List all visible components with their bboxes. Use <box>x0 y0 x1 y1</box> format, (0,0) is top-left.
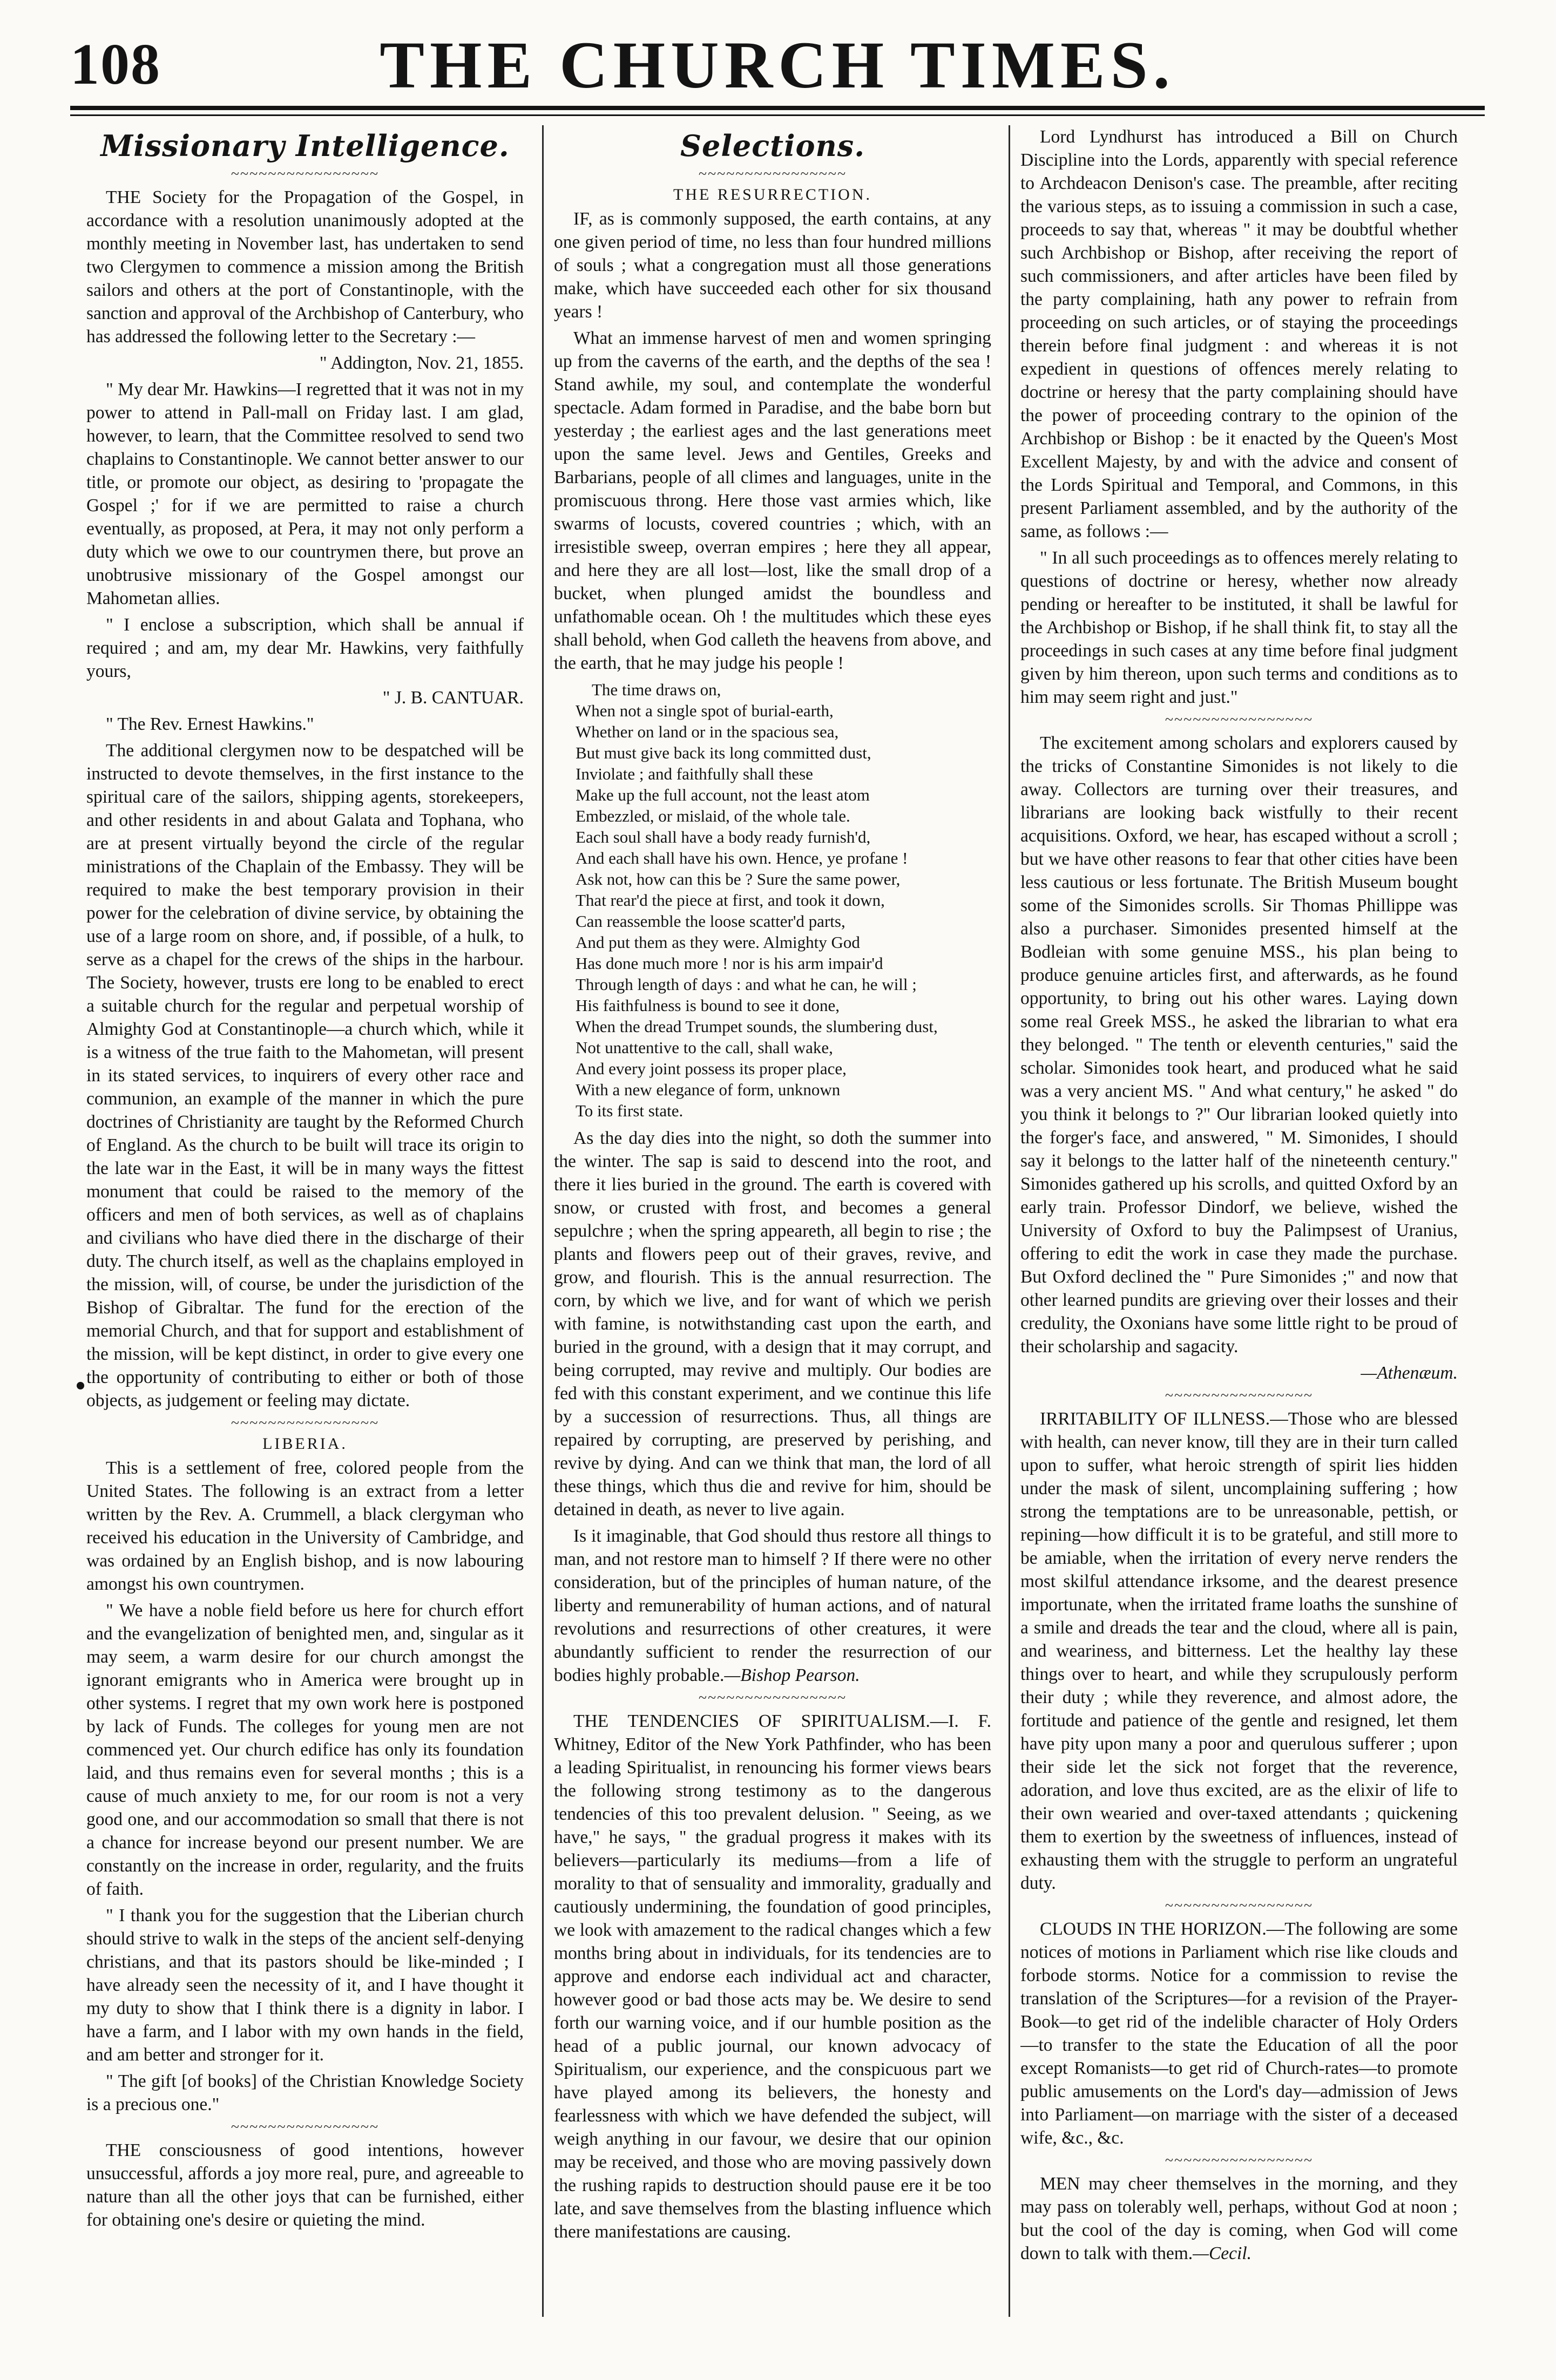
margin-dot <box>77 1382 84 1389</box>
poem-line: Can reassemble the loose scatter'd parts, <box>576 912 845 931</box>
article-paragraph <box>1020 1917 1458 2150</box>
poem-line: Embezzled, or mislaid, of the whole tale. <box>576 806 850 825</box>
article-title-liberia: LIBERIA. <box>262 1435 348 1453</box>
ornament-rule: ~~~~~~~~~~~~~~~~ <box>1165 2152 1314 2169</box>
attribution: —Bishop Pearson. <box>724 1665 860 1685</box>
article-paragraph: Lord Lyndhurst has introduced a Bill on Church Discipline into the Lords, apparently with special reference to Archdeacon Denison's case. The preamble, after reciting the various steps, as to issuing a commission in such a case, proceeds to say that, whereas " it may be doubtful whether such Archbishop or Bishop, after receiving the report of such commissioners, and after articles have been filed by the party complaining, hath any power to refrain from proceeding on such articles, or of staying the proceedings therein before final judgment : and whereas it is not expedient in questions of offences merely relating to doctrine or heresy that the party complaining should have the power of proceeding contrary to the opinion of the Archbishop or Bishop : be it enacted by the Queen's Most Excellent Majesty, by and with the advice and consent of the Lords Spiritual and Temporal, and Commons, in this present Parliament assembled, and by the authority of the same, as follows :— <box>1020 127 1458 541</box>
section-title: Missionary Intelligence. <box>100 128 510 163</box>
letter-paragraph: " My dear Mr. Hawkins—I regretted that it was not in my power to attend in Pall-mall on Friday last. I am glad, however, to learn, that the Committee resolved to send two chaplains to Constantinople. We cannot better answer to our title, or promote our object, as desiring to 'propagate the Gospel ;' for if we are permitted to raise a church eventually, as proposed, at Pera, it may not only perform a duty which we owe to our countrymen there, but prove an unobtrusive missionary of the Gospel amongst our Mahometan allies. <box>86 379 524 608</box>
ornament-rule: ~~~~~~~~~~~~~~~~ <box>231 166 380 182</box>
newspaper-title: THE CHURCH TIMES. <box>380 28 1175 102</box>
run-in-heading: IRRITABILITY OF ILLNESS. <box>1040 1409 1270 1429</box>
poem-line: Through length of days : and what he can, he will ; <box>576 975 917 994</box>
poem-line: Inviolate ; and faithfully shall these <box>576 764 813 783</box>
paragraph-text: —I. F. Whitney, Editor of the New York Pathfinder, who has been a leading Spiritualist, in renouncing his former views bears the following strong testimony as to the dangerous tendencies of this too prevalent delusion. " Seeing, as we have," he says, " the gradual progress it makes with its believers—particularly its mediums—from a life of morality to that of sensuality and immorality, gradually and cautiously undermining, the foundation of good principles, we look with amazement to the radical changes which a few months bring about in individuals, for its tendencies are to approve and endorse each individual act and character, however good or bad those acts may be. We desire to send forth our warning voice, and if our humble position as the head of a public journal, our known advocacy of Spiritualism, our experience, and the conspicuous part we have played among its believers, the honesty and fearlessness with which we have defended the subject, will weigh anything in our favour, we desire that our opinion may be received, and those who are moving passively down the rushing rapids to destruction should pause ere it be too late, and save themselves from the blasting influence which there manifestations are causing. <box>554 1711 991 2242</box>
article-paragraph: The additional clergymen now to be despatched will be instructed to devote themselves, in the first instance to the spiritual care of the sailors, shipping agents, storekeepers, and other residents in and about Galata and Tophana, who are at present virtually beyond the circle of the regular ministrations of the Chaplain of the Embassy. They will be required to make the best temporary provision in their power for the celebration of divine service, by obtaining the use of a large room on shore, and, if possible, of a hulk, to serve as a chapel for the crews of the ships in the harbour. The Society, however, trusts ere long to be enabled to erect a suitable church for the regular and perpetual worship of Almighty God at Constantinople—a church which, while it is a witness of the true faith to the Mahometan, will present in its stated services, to inquirers of every other race and communion, an example of the manner in which the pure doctrines of Christianity are taught by the Reformed Church of England. As the church to be built will trace its origin to the late war in the East, it will be in many ways the fittest monument that could be raised to the memory of the officers and men of both services, as well as of chaplains and civilians who have died there in the discharge of their duty. The church itself, as well as the chaplains employed in the mission, will, of course, be under the jurisdiction of the Bishop of Gibraltar. The fund for the erection of the memorial Church, and that for support and establishment of the mission, will be kept distinct, in order to give every one the opportunity of contributing to either or both of those objects, as judgement or feeling may dictate. <box>86 741 524 1411</box>
ornament-rule: ~~~~~~~~~~~~~~~~ <box>231 2119 380 2135</box>
article-paragraph <box>554 1710 991 2243</box>
attribution: —Athenæum. <box>1361 1363 1458 1383</box>
poem-line: To its first state. <box>576 1101 684 1120</box>
poem-block <box>576 679 991 1121</box>
poem-line: That rear'd the piece at first, and took it down, <box>576 891 885 910</box>
article-paragraph: As the day dies into the night, so doth the summer into the winter. The sap is said to descend into the root, and there it lies buried in the ground. The earth is covered with snow, or crusted with frost, and becomes a general sepulchre ; when the spring appeareth, all begin to rise ; the plants and flowers peep out of their graves, revive, and grow, and flourish. This is the annual resurrection. The corn, by which we live, and for want of which we perish with famine, is notwithstanding cast upon the earth, and buried in the ground, with a design that it may corrupt, and being corrupted, may revive and multiply. Our bodies are fed with this constant experiment, and we continue this life by a succession of resurrections. Thus, all things are repaired by corrupting, are preserved by perishing, and revive by dying. And can we think that man, the lord of all these things, which thus die and revive for him, should be detained in death, as never to live again. <box>554 1128 991 1520</box>
poem-line: Has done much more ! nor is his arm impair'd <box>576 954 883 973</box>
column-missionary-intelligence <box>86 125 524 2328</box>
poem-line: Each soul shall have a body ready furnish'd, <box>576 828 871 846</box>
paragraph-text: Is it imaginable, that God should thus restore all things to man, and not restore man to himself ? If there were no other consideration, but of the principles of human nature, of the liberty and remunerability of human actions, and of natural revolutions and resurrections of other creatures, it were abundantly sufficient to render the resurrection of our bodies highly probable. <box>554 1526 991 1685</box>
paragraph-text: —Those who are blessed with health, can never know, till they are in their turn called upon to suffer, what heroic strength of spirit lies hidden under the mask of silent, uncomplaining suffering ; how strong the temptations are to be unreasonable, pettish, or repining—how difficult it is to be grateful, and still more to be amiable, when the irritation of every nerve renders the most skilful attendance irksome, and the dearest presence importunate, when the irritated frame loaths the sunshine of a smile and dreads the tear and the cloud, where all is pain, and weariness, and bitterness. Let the healthy lay these things over to heart, and while they scrupulously perform their duty ; while they reverence, and almost adore, the fortitude and patience of the gentle and resigned, let them have pity upon many a poor and querulous sufferer ; upon their side let the sick not forget that the reverence, adoration, and love thus excited, are as the elixir of life to their own wearied and over-taxed attendants ; quickening them to exertion by the sweetness of influences, instead of exhausting them with the struggle to perform an ungrateful duty. <box>1020 1409 1458 1893</box>
poem-line: When not a single spot of burial-earth, <box>576 701 834 720</box>
poem-line: With a new elegance of form, unknown <box>576 1080 841 1099</box>
ornament-rule: ~~~~~~~~~~~~~~~~ <box>1165 1387 1314 1404</box>
poem-line: When the dread Trumpet sounds, the slumbering dust, <box>576 1017 938 1036</box>
letter-paragraph: " I thank you for the suggestion that the Liberian church should strive to walk in the steps of the ancient self-denying christians, and that its pastors should be like-minded ; I have already seen the necessity of it, and I have thought it my duty to show that I think there is a dignity in labor. I have a farm, and I labor with my own hands in the field, and am better and stronger for it. <box>86 1906 524 2065</box>
poem-line: Make up the full account, not the least atom <box>576 785 870 804</box>
article-paragraph: This is a settlement of free, colored people from the United States. The following is an extract from a letter written by the Rev. A. Crummell, a black clergyman who received his education in the University of Cambridge, and was ordained by an English bishop, and is now labouring amongst his own countrymen. <box>86 1458 524 1594</box>
letter-paragraph: " We have a noble field before us here for church effort and the evangelization of benighted men, and, singular as it may seem, a warm desire for our church amongst the ignorant emigrants who in America were brought up in other systems. I regret that my own work here is postponed by lack of Funds. The colleges for young men are not commenced yet. Our church edifice has only its foundation laid, and thus remains even for several months ; this is a cause of much anxiety to me, for our room is not a very good one, and our accommodation so small that there is not a chance for increase beyond our present number. We are constantly on the increase in order, regularity, and the fruits of faith. <box>86 1601 524 1899</box>
ornament-rule: ~~~~~~~~~~~~~~~~ <box>231 1415 380 1432</box>
column-news-notes <box>1020 125 1458 2328</box>
section-title: Selections. <box>680 128 865 163</box>
letter-dateline: " Addington, Nov. 21, 1855. <box>319 353 524 373</box>
poem-line: His faithfulness is bound to see it done, <box>576 996 840 1015</box>
column-selections <box>554 125 991 2328</box>
ornament-rule: ~~~~~~~~~~~~~~~~ <box>1165 1897 1314 1914</box>
ornament-rule: ~~~~~~~~~~~~~~~~ <box>698 1690 847 1706</box>
letter-paragraph: " I enclose a subscription, which shall be annual if required ; and am, my dear Mr. Hawkins, very faithfully yours, <box>86 615 524 681</box>
article-title-resurrection: THE RESURRECTION. <box>673 186 872 204</box>
ornament-rule: ~~~~~~~~~~~~~~~~ <box>1165 711 1314 728</box>
article-paragraph: THE consciousness of good intentions, however unsuccessful, affords a joy more real, pure, and agreeable to nature than all the other joys that can be furnished, either for obtaining one's desire or quieting the mind. <box>86 2140 524 2230</box>
article-paragraph: The excitement among scholars and explorers caused by the tricks of Constantine Simonides is not likely to die away. Collectors are turning over their treasures, and librarians are looking back wistfully to their recent acquisitions. Oxford, we hear, has escaped without a scroll ; but we have other reasons to fear that other cities have been less cautious or less fortunate. The British Museum bought some of the Simonides scrolls. Sir Thomas Phillippe was also a purchaser. Simonides presented himself at the Bodleian with some genuine MSS., his plan being to produce genuine articles first, and afterwards, as he found opportunity, to bring out his other wares. Laying down some real Greek MSS., he asked the librarian to what era they belonged. " The tenth or eleventh centuries," said the scholar. Simonides took heart, and produced what he said was a very ancient MS. " And what century," he asked " do you think it belongs to ?" Our librarian looked quietly into the forger's face, and answered, " M. Simonides, I should say it belongs to the latter half of the nineteenth century." Simonides gathered up his scrolls, and quitted Oxford by an early train. Professor Dindorf, we believe, wished the University of Oxford to buy the Palimpsest of Uranius, offering to edit the work in case they made the purchase. But Oxford declined the " Pure Simonides ;" and now that other learned pundits are grieving over their losses and their credulity, the Oxonians have some little right to be proud of their scholarship and sagacity. <box>1020 733 1458 1357</box>
run-in-heading: CLOUDS IN THE HORIZON. <box>1040 1919 1267 1939</box>
column-divider <box>542 125 544 2317</box>
attribution: —Cecil. <box>1193 2243 1252 2263</box>
poem-line: Ask not, how can this be ? Sure the same power, <box>576 870 901 889</box>
poem-line: But must give back its long committed dust, <box>576 743 871 762</box>
article-paragraph: THE Society for the Propagation of the Gospel, in accordance with a resolution unanimously adopted at the monthly meeting in November last, has undertaken to send two Clergymen to commence a mission among the British sailors and others at the port of Constantinople, with the sanction and approval of the Archbishop of Canterbury, who has addressed the following letter to the Secretary :— <box>86 187 524 347</box>
page-number: 108 <box>70 32 161 97</box>
article-paragraph: IF, as is commonly supposed, the earth contains, at any one given period of time, no less than four hundred millions of souls ; what a congregation must all those generations make, which have succeeded each other for six thousand years ! <box>554 209 991 322</box>
ornament-rule: ~~~~~~~~~~~~~~~~ <box>698 166 847 182</box>
poem-line: And put them as they were. Almighty God <box>576 933 860 952</box>
masthead <box>70 22 1485 103</box>
poem-line: The time draws on, <box>592 680 721 699</box>
run-in-heading: THE TENDENCIES OF SPIRITUALISM. <box>573 1711 930 1731</box>
poem-line: Not unattentive to the call, shall wake, <box>576 1038 833 1057</box>
paragraph-text: —The following are some notices of motions in Parliament which rise like clouds and forbode storms. Notice for a commission to revise the translation of the Scriptures—for a revision of the Prayer-Book—to get rid of the indelible character of Holy Orders—to transfer to the state the Education of all the poor except Romanists—to get rid of Church-rates—to promote public amusements on the Lord's day—admission of Jews into Parliament—on marriage with the sister of a deceased wife, &c., &c. <box>1020 1919 1458 2148</box>
article-paragraph <box>554 1524 991 1687</box>
letter-addressee: " The Rev. Ernest Hawkins." <box>106 714 314 734</box>
masthead-rule-thin <box>70 114 1485 116</box>
column-divider <box>1009 125 1010 2317</box>
article-paragraph: " In all such proceedings as to offences merely relating to questions of doctrine or heresy, whether now already pending or hereafter to be instituted, it shall be lawful for the Archbishop or Bishop, if he shall think fit, to stay all the proceedings in such cases at any time before final judgment given by him thereon, upon such terms and conditions as to him may seem right and just." <box>1020 548 1458 707</box>
article-paragraph: What an immense harvest of men and women springing up from the caverns of the earth, and the depths of the sea ! Stand awhile, my soul, and contemplate the wonderful spectacle. Adam formed in Paradise, and the babe born but yesterday ; the earliest ages and the last generations meet upon the same level. Jews and Gentiles, Greeks and Barbarians, people of all climes and languages, unite in the promiscuous throng. Here those vast armies which, like swarms of locusts, covered countries ; which, with an irresistible sweep, overran empires ; here they all appear, and here they are all lost—lost, like the small drop of a bucket, when plunged amidst the boundless and unfathomable ocean. Oh ! the multitudes which these eyes shall behold, when God calleth the heavens from above, and the earth, that he may judge his people ! <box>554 328 991 673</box>
poem-line: And each shall have his own. Hence, ye profane ! <box>576 849 908 867</box>
paragraph-text: MEN may cheer themselves in the morning, and they may pass on tolerably well, perhaps, without God at noon ; but the cool of the day is coming, when God will come down to talk with them. <box>1020 2174 1458 2263</box>
article-paragraph <box>1020 2172 1458 2265</box>
poem-line: Whether on land or in the spacious sea, <box>576 722 839 741</box>
letter-paragraph: " The gift [of books] of the Christian Knowledge Society is a precious one." <box>86 2071 524 2114</box>
poem-line: And every joint possess its proper place, <box>576 1059 847 1078</box>
masthead-rule-thick <box>70 106 1485 110</box>
letter-signature: " J. B. CANTUAR. <box>382 688 524 708</box>
article-paragraph <box>1020 1407 1458 1895</box>
